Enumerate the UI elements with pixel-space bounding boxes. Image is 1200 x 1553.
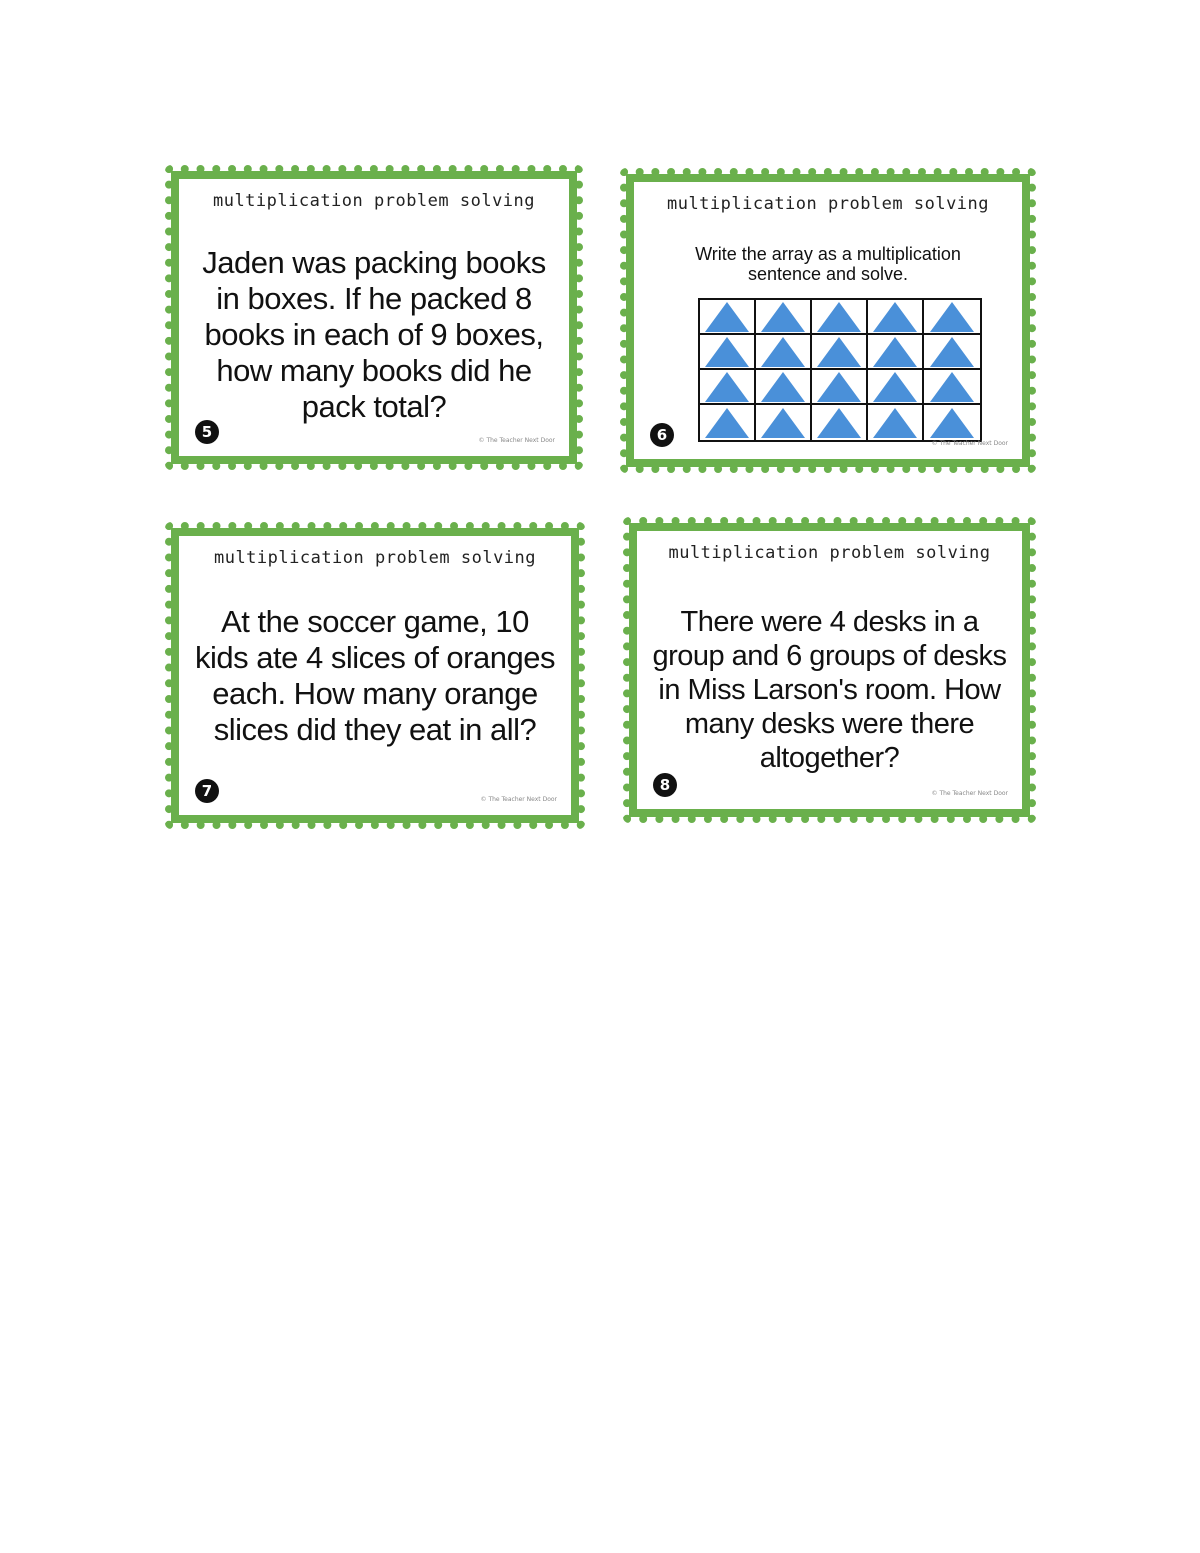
triangle-icon xyxy=(705,337,749,367)
triangle-icon xyxy=(705,408,749,438)
card-number-badge: 8 xyxy=(653,773,677,797)
array-cell xyxy=(924,300,980,335)
triangle-icon xyxy=(761,302,805,332)
copyright-text: © The Teacher Next Door xyxy=(931,440,1008,447)
card-title: multiplication problem solving xyxy=(666,194,990,214)
task-card-6 xyxy=(620,168,1036,473)
triangle-icon xyxy=(930,337,974,367)
array-cell xyxy=(924,370,980,405)
array-cell xyxy=(700,370,756,405)
copyright-text: © The Teacher Next Door xyxy=(478,437,555,444)
card-question: At the soccer game, 10 kids ate 4 slices of oranges each. How many orange slices did they eat in all? xyxy=(195,604,555,747)
array-cell xyxy=(868,370,924,405)
card-body xyxy=(183,540,567,811)
array-cell xyxy=(924,405,980,440)
array-cell xyxy=(756,335,812,370)
card-body xyxy=(638,186,1018,455)
card-body xyxy=(641,535,1018,805)
triangle-icon xyxy=(817,372,861,402)
array-cell xyxy=(812,370,868,405)
copyright-text: © The Teacher Next Door xyxy=(480,796,557,803)
copyright-text: © The Teacher Next Door xyxy=(931,790,1008,797)
array-cell xyxy=(756,300,812,335)
triangle-icon xyxy=(761,337,805,367)
triangle-icon xyxy=(930,408,974,438)
card-title: multiplication problem solving xyxy=(213,548,537,568)
triangle-icon xyxy=(817,302,861,332)
triangle-icon xyxy=(873,302,917,332)
card-number-badge: 6 xyxy=(650,423,674,447)
triangle-icon xyxy=(873,337,917,367)
array-cell xyxy=(924,335,980,370)
card-title: multiplication problem solving xyxy=(668,543,991,563)
triangle-icon xyxy=(930,302,974,332)
triangle-icon xyxy=(705,372,749,402)
array-cell xyxy=(868,405,924,440)
task-card-7 xyxy=(165,522,585,829)
card-question: Jaden was packing books in boxes. If he packed 8 books in each of 9 boxes, how many books did he pack total? xyxy=(202,245,546,424)
triangle-icon xyxy=(761,372,805,402)
array-cell xyxy=(868,300,924,335)
array-cell xyxy=(700,405,756,440)
triangle-icon xyxy=(817,408,861,438)
array-cell xyxy=(868,335,924,370)
card-number-badge: 5 xyxy=(195,420,219,444)
array-cell xyxy=(700,300,756,335)
triangle-array xyxy=(698,298,982,442)
card-body xyxy=(183,183,565,452)
card-instruction: Write the array as a multiplication sentence and solve. xyxy=(695,244,961,284)
card-question: There were 4 desks in a group and 6 groups of desks in Miss Larson's room. How many desks were there altogether? xyxy=(652,606,1007,774)
triangle-icon xyxy=(873,408,917,438)
card-title: multiplication problem solving xyxy=(212,191,536,211)
task-card-8 xyxy=(623,517,1036,823)
array-cell xyxy=(812,300,868,335)
task-card-5 xyxy=(165,165,583,470)
triangle-icon xyxy=(761,408,805,438)
array-cell xyxy=(812,335,868,370)
array-cell xyxy=(812,405,868,440)
triangle-icon xyxy=(817,337,861,367)
triangle-icon xyxy=(705,302,749,332)
array-cell xyxy=(756,370,812,405)
triangle-icon xyxy=(930,372,974,402)
array-cell xyxy=(756,405,812,440)
card-number-badge: 7 xyxy=(195,779,219,803)
array-cell xyxy=(700,335,756,370)
triangle-icon xyxy=(873,372,917,402)
